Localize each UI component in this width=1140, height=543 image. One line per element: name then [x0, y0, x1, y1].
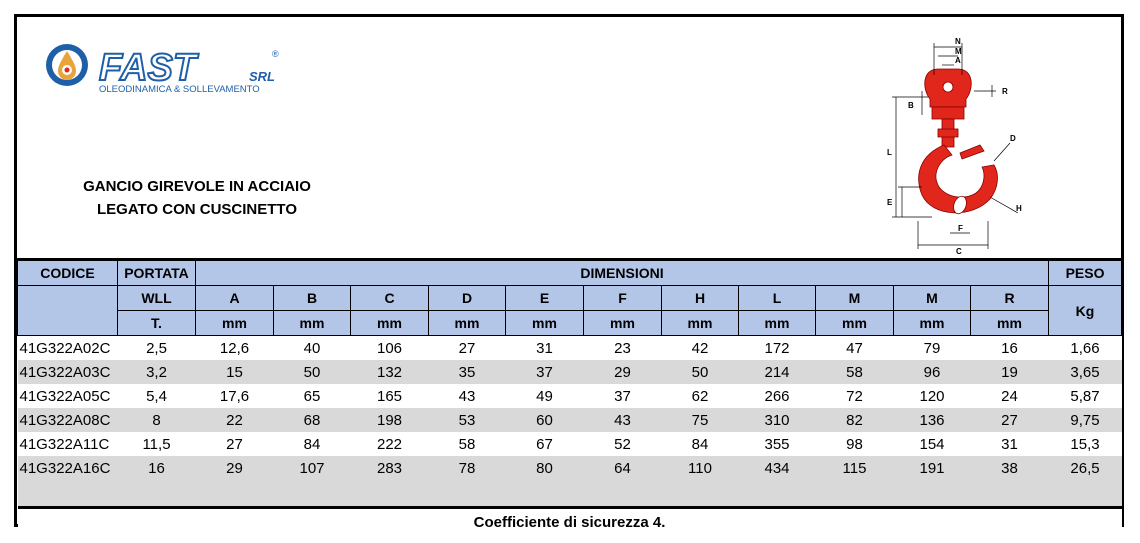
- product-title-line1: GANCIO GIREVOLE IN ACCIAIO: [83, 178, 311, 195]
- cell-dimension: 17,6: [196, 384, 274, 408]
- cell-dimension: 40: [274, 336, 351, 361]
- cell-dimension: 80: [506, 456, 584, 480]
- dim-label-d: D: [1010, 134, 1016, 143]
- header-dimensioni: DIMENSIONI: [196, 260, 1049, 286]
- cell-dimension: 198: [351, 408, 429, 432]
- cell-dimension: 29: [584, 360, 662, 384]
- cell-dimension: 96: [894, 360, 971, 384]
- dim-label-h: H: [1016, 204, 1022, 213]
- header-dim-h: H: [662, 286, 739, 311]
- cell-dimension: 82: [816, 408, 894, 432]
- cell-dimension: 27: [429, 336, 506, 361]
- cell-dimension: 42: [662, 336, 739, 361]
- unit-mm: mm: [429, 311, 506, 336]
- header-wll: WLL: [118, 286, 196, 311]
- cell-dimension: 49: [506, 384, 584, 408]
- table-row: [18, 384, 1122, 408]
- cell-dimension: 222: [351, 432, 429, 456]
- cell-dimension: 65: [274, 384, 351, 408]
- cell-dimension: 67: [506, 432, 584, 456]
- product-title-line2: LEGATO CON CUSCINETTO: [96, 201, 297, 218]
- cell-dimension: 214: [739, 360, 816, 384]
- blank-cell: [18, 480, 1122, 508]
- cell-dimension: 19: [971, 360, 1049, 384]
- table-row: [18, 432, 1122, 456]
- header-dim-l: L: [739, 286, 816, 311]
- cell-dimension: 434: [739, 456, 816, 480]
- cell-code: 41G322A16C: [18, 456, 118, 480]
- table-row: [18, 336, 1122, 361]
- swivel-hook-diagram: [872, 25, 1042, 255]
- header-dim-a: A: [196, 286, 274, 311]
- cell-dimension: 58: [429, 432, 506, 456]
- cell-code: 41G322A11C: [18, 432, 118, 456]
- table-header-row-2: [18, 286, 1122, 311]
- cell-dimension: 355: [739, 432, 816, 456]
- table-body: [18, 336, 1122, 481]
- cell-dimension: 15: [196, 360, 274, 384]
- safety-coefficient-note: Coefficiente di sicurezza 4.: [18, 508, 1122, 536]
- cell-dimension: 107: [274, 456, 351, 480]
- cell-dimension: 50: [662, 360, 739, 384]
- table-blank-row: [18, 480, 1122, 508]
- cell-wll: 2,5: [118, 336, 196, 361]
- cell-dimension: 38: [971, 456, 1049, 480]
- cell-dimension: 31: [971, 432, 1049, 456]
- cell-dimension: 191: [894, 456, 971, 480]
- datasheet-frame: [14, 14, 1124, 531]
- table-row: [18, 408, 1122, 432]
- table-row: [18, 360, 1122, 384]
- header-dim-e: E: [506, 286, 584, 311]
- cell-dimension: 52: [584, 432, 662, 456]
- cell-dimension: 27: [971, 408, 1049, 432]
- header-dim-d: D: [429, 286, 506, 311]
- header-dim-c: C: [351, 286, 429, 311]
- cell-dimension: 50: [274, 360, 351, 384]
- gear-drop-icon: [46, 44, 88, 86]
- cell-dimension: 79: [894, 336, 971, 361]
- header-portata: PORTATA: [118, 260, 196, 286]
- cell-dimension: 98: [816, 432, 894, 456]
- cell-wll: 8: [118, 408, 196, 432]
- header-codice: CODICE: [18, 260, 118, 286]
- cell-weight: 9,75: [1049, 408, 1122, 432]
- cell-dimension: 120: [894, 384, 971, 408]
- unit-mm: mm: [584, 311, 662, 336]
- brand-tagline: OLEODINAMICA & SOLLEVAMENTO: [99, 84, 260, 95]
- cell-dimension: 172: [739, 336, 816, 361]
- cell-dimension: 266: [739, 384, 816, 408]
- header-dim-f: F: [584, 286, 662, 311]
- cell-dimension: 115: [816, 456, 894, 480]
- dim-label-c: C: [956, 247, 962, 255]
- cell-dimension: 110: [662, 456, 739, 480]
- cell-dimension: 29: [196, 456, 274, 480]
- cell-dimension: 37: [584, 384, 662, 408]
- footer-row: [18, 508, 1122, 536]
- header-codice-blank: [18, 286, 118, 336]
- unit-mm: mm: [971, 311, 1049, 336]
- brand-logo: [43, 41, 313, 101]
- dim-label-b: B: [908, 101, 914, 110]
- cell-dimension: 53: [429, 408, 506, 432]
- cell-wll: 5,4: [118, 384, 196, 408]
- cell-weight: 15,3: [1049, 432, 1122, 456]
- unit-mm: mm: [274, 311, 351, 336]
- cell-dimension: 58: [816, 360, 894, 384]
- cell-dimension: 72: [816, 384, 894, 408]
- cell-dimension: 23: [584, 336, 662, 361]
- cell-dimension: 31: [506, 336, 584, 361]
- cell-wll: 3,2: [118, 360, 196, 384]
- cell-dimension: 75: [662, 408, 739, 432]
- cell-dimension: 43: [584, 408, 662, 432]
- product-title: [47, 175, 347, 221]
- cell-dimension: 106: [351, 336, 429, 361]
- cell-code: 41G322A05C: [18, 384, 118, 408]
- cell-code: 41G322A03C: [18, 360, 118, 384]
- cell-dimension: 165: [351, 384, 429, 408]
- cell-dimension: 60: [506, 408, 584, 432]
- unit-mm: mm: [662, 311, 739, 336]
- header-dim-b: B: [274, 286, 351, 311]
- cell-weight: 5,87: [1049, 384, 1122, 408]
- cell-weight: 26,5: [1049, 456, 1122, 480]
- cell-dimension: 78: [429, 456, 506, 480]
- unit-mm: mm: [351, 311, 429, 336]
- cell-dimension: 47: [816, 336, 894, 361]
- cell-dimension: 43: [429, 384, 506, 408]
- dim-label-e: E: [887, 198, 893, 207]
- cell-dimension: 62: [662, 384, 739, 408]
- table-header-row-1: [18, 260, 1122, 286]
- cell-dimension: 64: [584, 456, 662, 480]
- dim-label-n: N: [955, 37, 961, 46]
- table-header-row-3: [18, 311, 1122, 336]
- header-dim-r: R: [971, 286, 1049, 311]
- cell-dimension: 24: [971, 384, 1049, 408]
- cell-dimension: 310: [739, 408, 816, 432]
- header-dim-m2: M: [894, 286, 971, 311]
- registered-mark: ®: [272, 49, 279, 59]
- dim-label-l: L: [887, 148, 892, 157]
- cell-dimension: 283: [351, 456, 429, 480]
- cell-dimension: 16: [971, 336, 1049, 361]
- cell-wll: 11,5: [118, 432, 196, 456]
- cell-code: 41G322A08C: [18, 408, 118, 432]
- cell-dimension: 68: [274, 408, 351, 432]
- unit-mm: mm: [894, 311, 971, 336]
- cell-wll: 16: [118, 456, 196, 480]
- cell-dimension: 12,6: [196, 336, 274, 361]
- unit-mm: mm: [739, 311, 816, 336]
- unit-mm: mm: [196, 311, 274, 336]
- cell-dimension: 132: [351, 360, 429, 384]
- header-peso: PESO: [1049, 260, 1122, 286]
- cell-weight: 1,66: [1049, 336, 1122, 361]
- dim-label-f: F: [958, 224, 963, 233]
- dim-label-a: A: [955, 56, 961, 65]
- header-t: T.: [118, 311, 196, 336]
- cell-dimension: 136: [894, 408, 971, 432]
- cell-dimension: 84: [662, 432, 739, 456]
- cell-dimension: 22: [196, 408, 274, 432]
- dim-label-r: R: [1002, 87, 1008, 96]
- brand-suffix: SRL: [249, 69, 275, 84]
- cell-code: 41G322A02C: [18, 336, 118, 361]
- unit-mm: mm: [816, 311, 894, 336]
- specifications-table: [17, 258, 1122, 535]
- brand-name: FAST: [99, 47, 197, 89]
- cell-dimension: 35: [429, 360, 506, 384]
- cell-dimension: 154: [894, 432, 971, 456]
- cell-dimension: 37: [506, 360, 584, 384]
- cell-dimension: 84: [274, 432, 351, 456]
- header-dim-m1: M: [816, 286, 894, 311]
- header-kg: Kg: [1049, 286, 1122, 336]
- cell-weight: 3,65: [1049, 360, 1122, 384]
- table-row: [18, 456, 1122, 480]
- unit-mm: mm: [506, 311, 584, 336]
- dim-label-m: M: [955, 47, 962, 56]
- cell-dimension: 27: [196, 432, 274, 456]
